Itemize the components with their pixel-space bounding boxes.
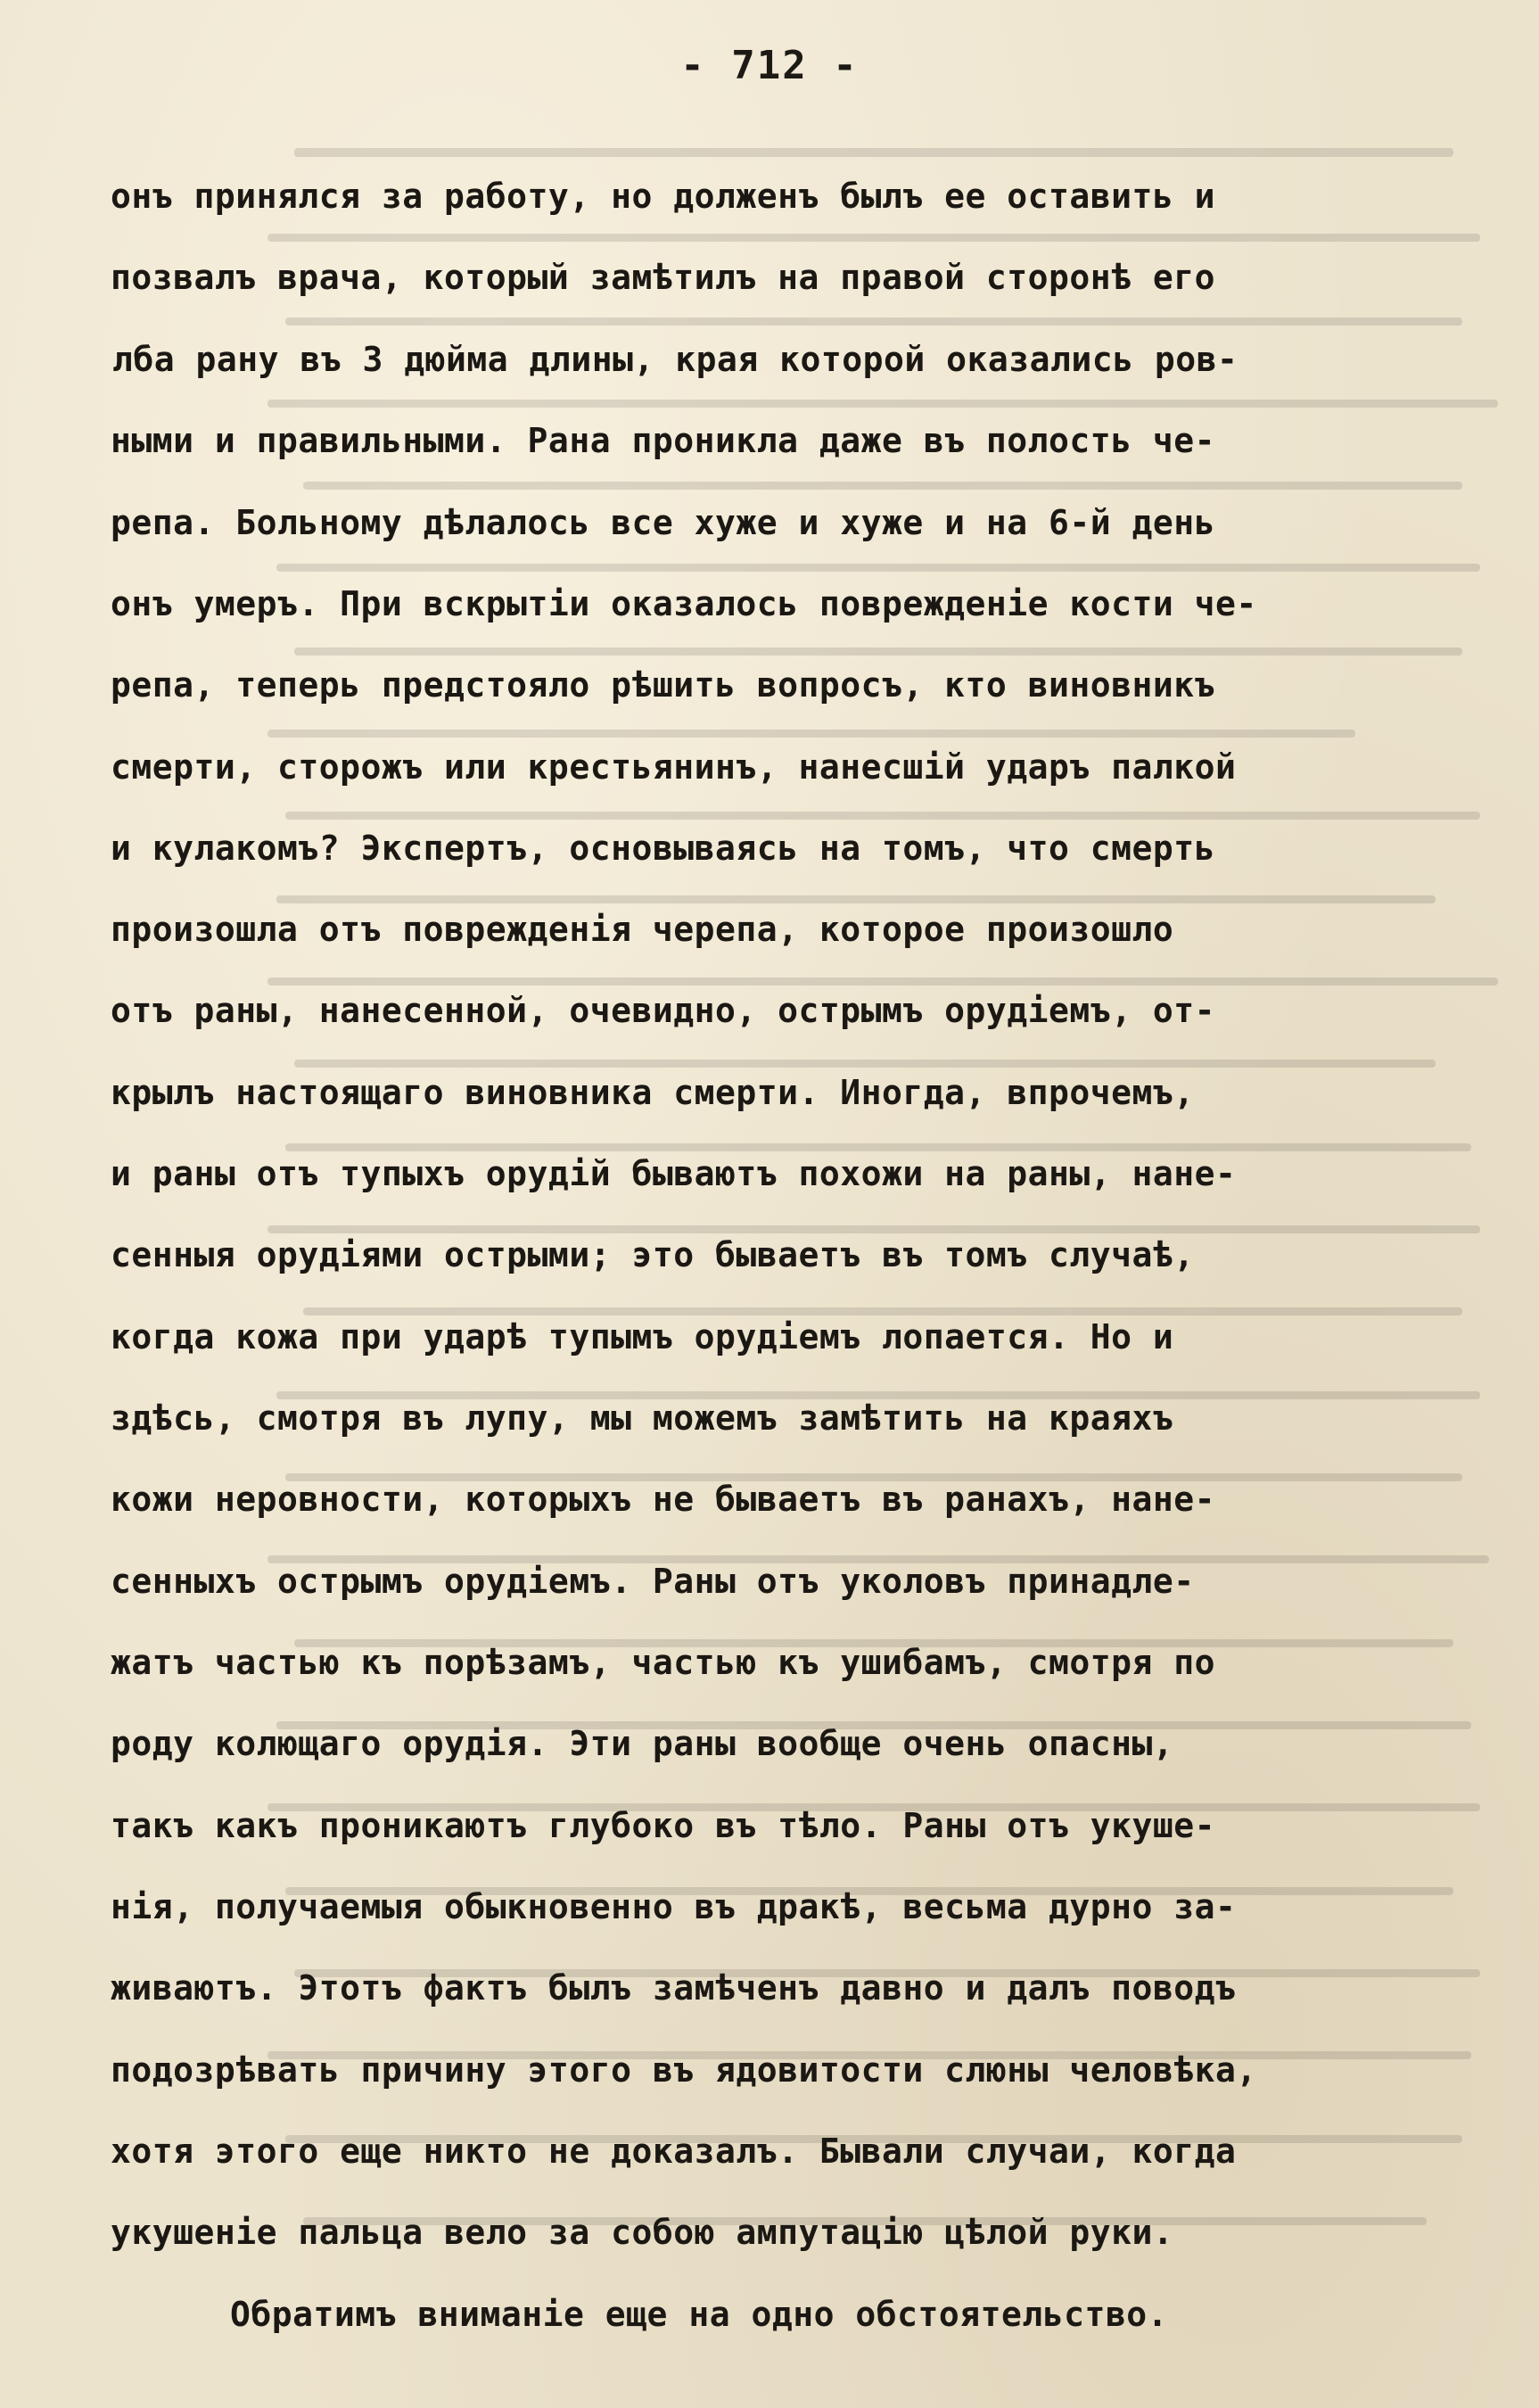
text-line: сенныхъ острымъ орудіемъ. Раны отъ уколовъ принадле- — [111, 1562, 1195, 1601]
text-line: онъ принялся за работу, но долженъ былъ ее оставить и — [111, 177, 1216, 216]
text-line: кожи неровности, которыхъ не бываетъ въ ранахъ, нане- — [111, 1480, 1216, 1519]
text-line: живаютъ. Этотъ фактъ былъ замѣченъ давно и далъ поводъ — [111, 1968, 1237, 2008]
text-line: произошла отъ поврежденія черепа, которое произошло — [111, 910, 1174, 949]
text-line: смерти, сторожъ или крестьянинъ, нанесшій ударъ палкой — [111, 747, 1237, 787]
text-line: репа. Больному дѣлалось все хуже и хуже и на 6-й день — [111, 503, 1216, 542]
page-number: - 712 - — [680, 43, 859, 88]
text-line: и раны отъ тупыхъ орудій бываютъ похожи на раны, нане- — [111, 1154, 1237, 1193]
text-line: Обратимъ вниманіе еще на одно обстоятельство. — [230, 2295, 1169, 2334]
text-line: и кулакомъ? Экспертъ, основываясь на томъ, что смерть — [111, 829, 1216, 868]
text-line: репа, теперь предстояло рѣшить вопросъ, кто виновникъ — [111, 665, 1216, 705]
text-line: хотя этого еще никто не доказалъ. Бывали случаи, когда — [111, 2132, 1237, 2171]
text-line: онъ умеръ. При вскрытіи оказалось поврежденіе кости че- — [111, 584, 1257, 623]
text-line: отъ раны, нанесенной, очевидно, острымъ орудіемъ, от- — [111, 991, 1216, 1030]
text-line: ными и правильными. Рана проникла даже въ полость че- — [111, 421, 1216, 460]
text-line: лба рану въ 3 дюйма длины, края которой оказались ров- — [112, 340, 1239, 379]
text-line: позвалъ врача, который замѣтилъ на правой сторонѣ его — [111, 258, 1216, 297]
text-line: нія, получаемыя обыкновенно въ дракѣ, весьма дурно за- — [111, 1887, 1237, 1926]
text-line: укушеніе пальца вело за собою ампутацію цѣлой руки. — [111, 2213, 1174, 2252]
text-line: такъ какъ проникаютъ глубоко въ тѣло. Раны отъ укуше- — [111, 1806, 1216, 1845]
text-line: крылъ настоящаго виновника смерти. Иногда, впрочемъ, — [111, 1073, 1195, 1112]
text-line: здѣсь, смотря въ лупу, мы можемъ замѣтить на краяхъ — [111, 1398, 1174, 1438]
text-line: жатъ частью къ порѣзамъ, частью къ ушибамъ, смотря по — [111, 1643, 1216, 1682]
text-line: подозрѣвать причину этого въ ядовитости слюны человѣка, — [111, 2050, 1257, 2090]
text-line: сенныя орудіями острыми; это бываетъ въ томъ случаѣ, — [111, 1235, 1195, 1274]
text-line: роду колющаго орудія. Эти раны вообще очень опасны, — [111, 1724, 1174, 1763]
text-line: когда кожа при ударѣ тупымъ орудіемъ лопается. Но и — [111, 1317, 1174, 1357]
